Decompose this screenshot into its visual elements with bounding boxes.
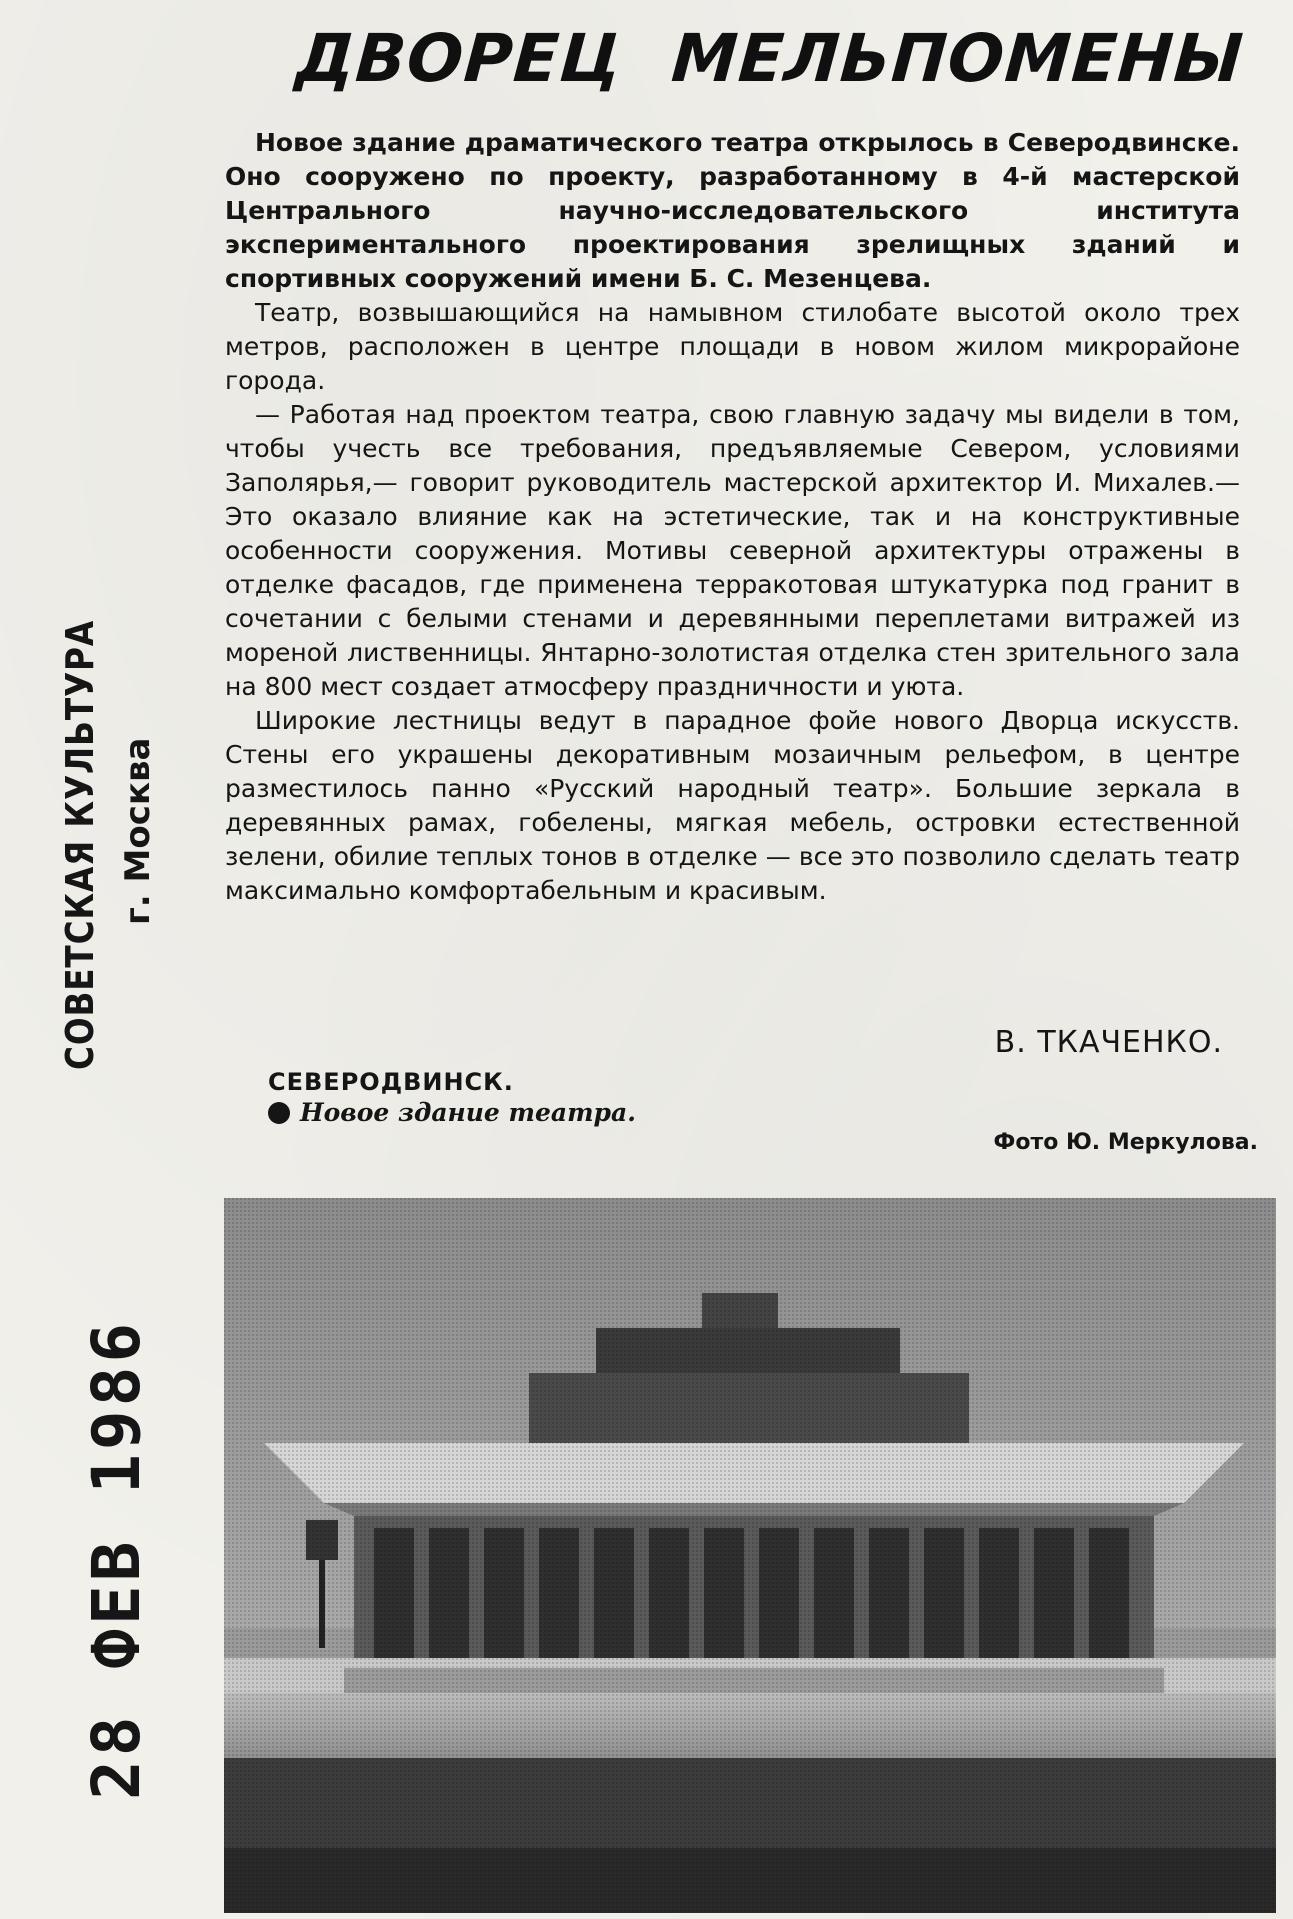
archive-stamp-city: г. Москва: [118, 737, 158, 925]
headline: ДВОРЕЦ МЕЛЬПОМЕНЫ: [293, 20, 1247, 97]
article-paragraph: Театр, возвышающийся на намывном стилобате высотой около трех метров, расположен в центре площади в новом жилом микрорайоне города.: [225, 298, 1240, 395]
photo-caption: [268, 1098, 636, 1127]
photo-caption-text: Новое здание театра.: [300, 1098, 636, 1127]
photo-credit: Фото Ю. Меркулова.: [993, 1130, 1258, 1155]
article-paragraph-lead: Новое здание драматического театра открылось в Северодвинске. Оно сооружено по проекту, разработанному в 4-й мастерской Центрального научно-исследовательского института экспериментального проектирования зрелищных зданий и спортивных сооружений имени Б. С. Мезенцева.: [225, 128, 1240, 293]
dateline: СЕВЕРОДВИНСК.: [268, 1068, 514, 1096]
bullet-icon: [268, 1102, 290, 1124]
archive-stamp-date: 28 ФЕВ 1986: [78, 1318, 155, 1800]
article-paragraph: Широкие лестницы ведут в парадное фойе нового Дворца искусств. Стены его украшены декоративным мозаичным рельефом, в центре разместилось панно «Русский народный театр». Большие зеркала в деревянных рамах, гобелены, мягкая мебель, островки естественной зелени, обилие теплых тонов в отделке — все это позволило сделать театр максимально комфортабельным и красивым.: [225, 706, 1240, 905]
article-paragraph: — Работая над проектом театра, свою главную задачу мы видели в том, чтобы учесть все требования, предъявляемые Севером, условиями Заполярья,— говорит руководитель мастерской архитектор И. Михалев.— Это оказало влияние как на эстетические, так и на конструктивные особенности сооружения. Мотивы северной архитектуры отражены в отделке фасадов, где применена терракотовая штукатурка под гранит в сочетании с белыми стенами и деревянными переплетами витражей из мореной лиственницы. Янтарно-золотистая отделка стен зрительного зала на 800 мест создает атмосферу праздничности и уюта.: [225, 400, 1240, 701]
article-body: [225, 126, 1240, 908]
author-signature: В. ТКАЧЕНКО.: [994, 1025, 1223, 1060]
theatre-photo: [224, 1198, 1276, 1913]
archive-stamp-newspaper: СОВЕТСКАЯ КУЛЬТУРА: [58, 620, 102, 1070]
theatre-building-illustration: [224, 1198, 1276, 1913]
